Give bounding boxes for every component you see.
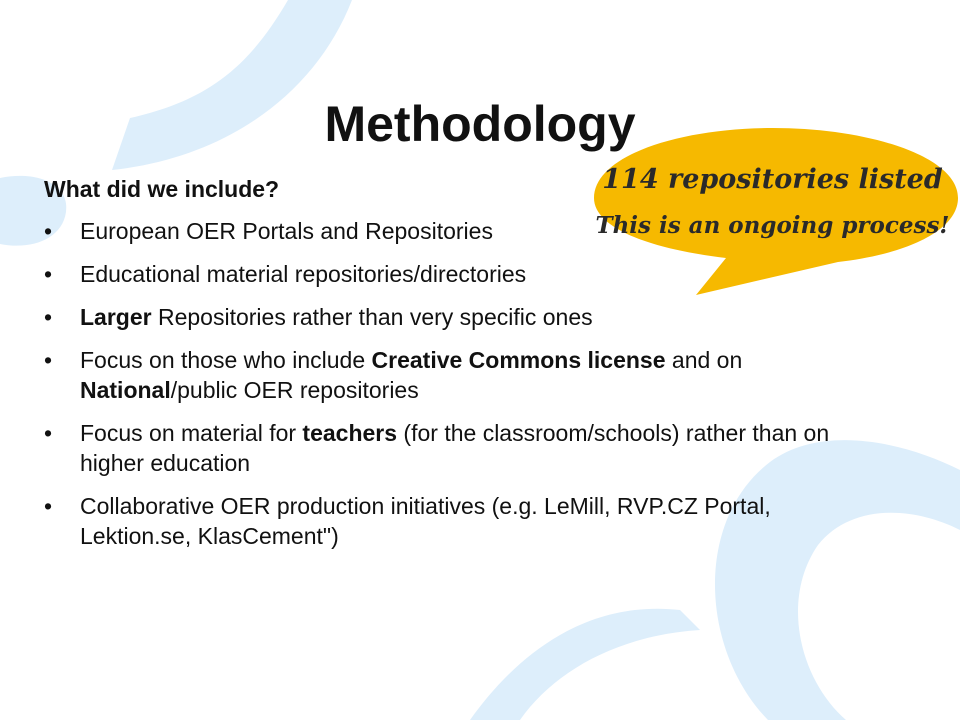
bullet-bold-text: Larger bbox=[80, 304, 152, 330]
section-subtitle: What did we include? bbox=[44, 176, 280, 202]
callout-line-1: 114 repositories listed bbox=[602, 164, 943, 195]
bullet-item bbox=[44, 418, 874, 478]
bullet-bold-text: Creative Commons license bbox=[371, 347, 666, 373]
bullet-bold-text: teachers bbox=[302, 420, 398, 446]
bullet-text: Focus on those who include bbox=[80, 347, 372, 373]
bullet-text: European OER Portals and Repositories bbox=[80, 218, 493, 244]
callout-line-2: This is an ongoing process! bbox=[595, 212, 950, 239]
bullet-text: Educational material repositories/directories bbox=[80, 261, 527, 287]
bottom-arc-decoration bbox=[470, 609, 700, 720]
bullet-item bbox=[44, 345, 874, 405]
bullet-item bbox=[44, 302, 874, 332]
bullet-text: Repositories rather than very specific ones bbox=[151, 304, 593, 330]
bullet-item bbox=[44, 491, 874, 551]
bullet-text: (for the classroom/schools) rather than on higher education bbox=[80, 420, 830, 476]
bullet-text: Focus on material for bbox=[80, 420, 303, 446]
bullet-bold-text: National bbox=[80, 377, 171, 403]
bullet-text: and on bbox=[665, 347, 743, 373]
bullet-text: /public OER repositories bbox=[170, 377, 419, 403]
bullet-text: Collaborative OER production initiatives (e.g. LeMill, RVP.CZ Portal, Lektion.se, KlasCement") bbox=[80, 493, 771, 549]
slide-title: Methodology bbox=[324, 95, 636, 152]
